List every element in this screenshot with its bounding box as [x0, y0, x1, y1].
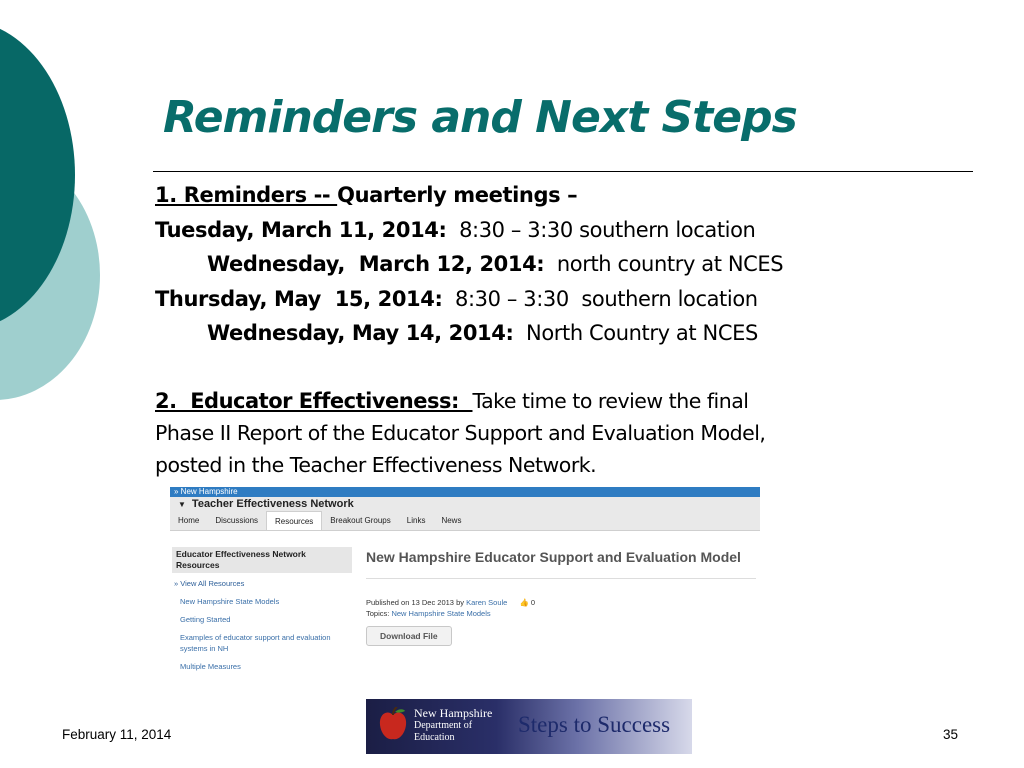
tab-breakout-groups: Breakout Groups	[330, 516, 391, 525]
resource-meta	[366, 597, 756, 619]
reminders-label: 1. Reminders --	[155, 183, 338, 207]
logo-org-name	[414, 707, 492, 744]
page-number: 35	[943, 727, 959, 742]
meeting-date: Wednesday, May 14, 2014:	[207, 321, 514, 345]
meeting-line	[155, 213, 855, 248]
slide-body	[155, 178, 855, 481]
educator-line	[155, 385, 855, 417]
topics-line	[366, 608, 756, 619]
tab-news: News	[441, 516, 462, 525]
download-file-button: Download File	[366, 626, 452, 646]
published-prefix: Published on 13 Dec 2013 by	[366, 598, 467, 607]
collapse-triangle-icon: ▼	[178, 500, 186, 509]
meeting-date: Thursday, May 15, 2014:	[155, 286, 443, 311]
network-name: Teacher Effectiveness Network	[191, 498, 354, 510]
meeting-date: Wednesday, March 12, 2014:	[207, 252, 545, 276]
tab-resources: Resources	[266, 511, 322, 530]
sidebar-item-state-models: New Hampshire State Models	[180, 597, 280, 606]
tab-links: Links	[406, 516, 426, 525]
logo-tagline: Steps to Success	[518, 712, 671, 737]
meeting-detail: north country at NCES	[544, 252, 784, 276]
sidebar-item-getting-started: Getting Started	[180, 615, 231, 624]
logo-org-line1: New Hampshire	[414, 706, 493, 720]
screenshot-topbar: » New Hampshire	[170, 487, 760, 497]
reminders-heading	[155, 178, 855, 213]
author-link: Karen Soule	[466, 598, 508, 607]
network-screenshot	[170, 487, 760, 677]
educator-line: Phase II Report of the Educator Support and Evaluation Model,	[155, 420, 766, 445]
educator-heading: 2. Educator Effectiveness:	[155, 388, 473, 413]
educator-text: Take time to review the final	[472, 388, 749, 413]
sidebar-item-view-all: » View All Resources	[174, 579, 245, 588]
screenshot-tabs	[170, 511, 760, 531]
sidebar-heading: Educator Effectiveness Network Resources	[172, 547, 352, 573]
meeting-detail: 8:30 – 3:30 southern location	[442, 286, 758, 311]
sidebar-item-multiple-measures: Multiple Measures	[180, 662, 241, 671]
logo-org-line3: Education	[414, 732, 455, 743]
meeting-detail: 8:30 – 3:30 southern location	[446, 217, 756, 242]
tab-discussions: Discussions	[215, 516, 259, 525]
topic-link: New Hampshire State Models	[391, 609, 491, 618]
spacer	[155, 351, 855, 385]
like-count: 0	[530, 598, 536, 607]
published-line	[366, 597, 756, 608]
educator-line: posted in the Teacher Effectiveness Network.	[155, 452, 597, 477]
screenshot-sidebar	[172, 547, 352, 672]
resource-title: New Hampshire Educator Support and Evaluation Model	[366, 547, 756, 579]
educator-paragraph	[155, 385, 855, 481]
meeting-line	[155, 247, 855, 282]
thumbs-up-icon: 👍	[519, 598, 529, 607]
sidebar-item-examples: Examples of educator support and evaluation systems in NH	[180, 633, 331, 653]
logo-org-line2: Department of	[414, 720, 473, 731]
reminders-subheading: Quarterly meetings –	[337, 183, 578, 207]
nh-education-logo	[366, 699, 692, 754]
meeting-line	[155, 282, 855, 317]
apple-icon	[376, 707, 410, 745]
topics-prefix: Topics:	[366, 609, 392, 618]
slide-title: Reminders and Next Steps	[163, 92, 797, 143]
meeting-line	[155, 316, 855, 351]
meeting-date: Tuesday, March 11, 2014:	[155, 217, 447, 242]
screenshot-network-bar	[170, 497, 760, 511]
screenshot-main	[366, 547, 756, 646]
tab-home: Home	[178, 516, 200, 525]
footer-date: February 11, 2014	[62, 727, 172, 742]
meeting-detail: North Country at NCES	[513, 321, 758, 345]
title-divider	[153, 171, 973, 172]
